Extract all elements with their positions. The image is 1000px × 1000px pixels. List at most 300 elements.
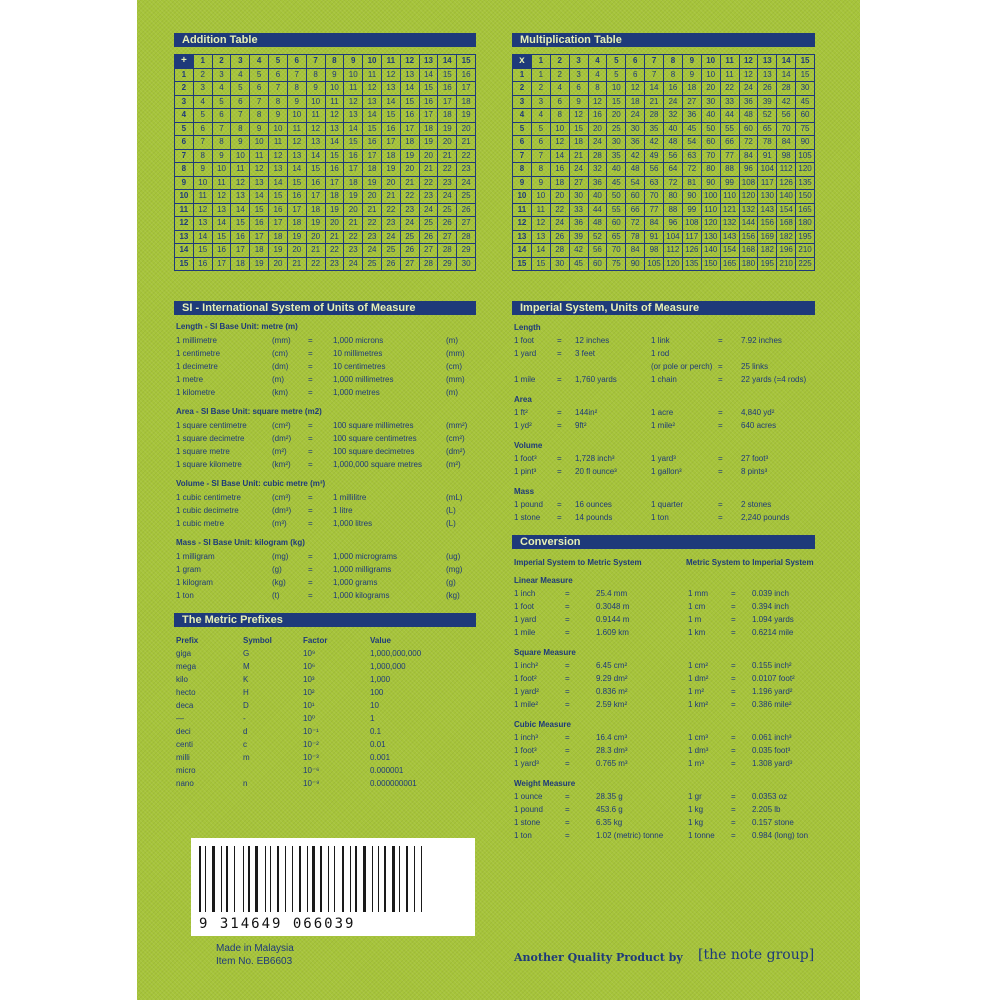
grid-cell: 17 [438, 95, 457, 109]
column-header: 2 [212, 55, 231, 69]
grid-cell: 135 [682, 257, 701, 271]
grid-cell: 14 [645, 82, 664, 96]
imperial-cell: 22 yards (=4 rods) [741, 375, 807, 384]
conversion-cell: 1 dm² [688, 674, 709, 683]
grid-cell: 11 [287, 122, 306, 136]
column-header: 4 [250, 55, 269, 69]
si-cell: (L) [446, 519, 456, 528]
grid-cell: 10 [344, 68, 363, 82]
grid-cell: 126 [777, 176, 796, 190]
grid-cell: 17 [250, 230, 269, 244]
grid-cell: 64 [664, 163, 683, 177]
column-header: 3 [231, 55, 250, 69]
grid-cell: 17 [306, 190, 325, 204]
grid-cell: 19 [250, 257, 269, 271]
conversion-cell: 453.6 g [596, 805, 623, 814]
si-cell: 1 millilitre [333, 493, 367, 502]
imperial-cell: 1 gallon³ [651, 467, 682, 476]
grid-cell: 105 [645, 257, 664, 271]
grid-cell: 19 [363, 176, 382, 190]
imperial-cell: = [557, 454, 562, 463]
grid-cell: 154 [720, 244, 739, 258]
conversion-cell: 1 stone [514, 818, 541, 827]
imperial-cell: = [718, 513, 723, 522]
si-cell: (cm²) [446, 434, 465, 443]
grid-cell: 24 [739, 82, 758, 96]
si-cell: = [308, 493, 313, 502]
conversion-cell: 1 dm³ [688, 746, 709, 755]
grid-cell: 23 [381, 217, 400, 231]
row-header: 7 [175, 149, 194, 163]
grid-cell: 21 [363, 203, 382, 217]
grid-cell: 63 [645, 176, 664, 190]
imperial-cell: = [557, 349, 562, 358]
conversion-cell: = [731, 589, 736, 598]
grid-row [175, 82, 476, 96]
si-cell: 1 litre [333, 506, 353, 515]
grid-cell: 13 [269, 163, 288, 177]
grid-cell: 20 [419, 149, 438, 163]
grid-cell: 8 [250, 109, 269, 123]
row-header: 11 [513, 203, 532, 217]
prefix-cell: deci [176, 727, 191, 736]
grid-cell: 20 [457, 122, 476, 136]
imperial-cell: 4,840 yd² [741, 408, 775, 417]
grid-cell: 30 [796, 82, 815, 96]
column-header: 12 [400, 55, 419, 69]
si-cell: 1,000 micrograms [333, 552, 398, 561]
grid-cell: 60 [588, 257, 607, 271]
grid-cell: 56 [664, 149, 683, 163]
grid-cell: 14 [193, 230, 212, 244]
grid-cell: 22 [438, 163, 457, 177]
grid-cell: 6 [550, 95, 569, 109]
grid-cell: 50 [607, 190, 626, 204]
grid-cell: 13 [381, 82, 400, 96]
conversion-section-heading: Weight Measure [514, 779, 576, 788]
grid-cell: 120 [796, 163, 815, 177]
column-header: 11 [381, 55, 400, 69]
si-cell: (cm³) [272, 493, 291, 502]
grid-cell: 11 [325, 95, 344, 109]
prefix-cell: K [243, 675, 249, 684]
grid-cell: 36 [739, 95, 758, 109]
grid-cell: 40 [664, 122, 683, 136]
conversion-cell: 1 cm² [688, 661, 708, 670]
grid-cell: 14 [250, 190, 269, 204]
grid-row [513, 95, 815, 109]
column-header: 10 [363, 55, 382, 69]
grid-cell: 24 [626, 109, 645, 123]
column-header: 1 [531, 55, 550, 69]
grid-cell: 195 [796, 230, 815, 244]
grid-cell: 105 [796, 149, 815, 163]
column-header: 15 [457, 55, 476, 69]
row-header: 2 [175, 82, 194, 96]
grid-cell: 130 [758, 190, 777, 204]
conversion-cell: 0.0107 foot² [752, 674, 795, 683]
grid-cell: 42 [777, 95, 796, 109]
si-cell: (dm) [272, 362, 289, 371]
grid-cell: 26 [400, 244, 419, 258]
conversion-cell: 1 ounce [514, 792, 543, 801]
grid-cell: 44 [588, 203, 607, 217]
grid-cell: 15 [325, 149, 344, 163]
row-header: 2 [513, 82, 532, 96]
grid-row [175, 122, 476, 136]
prefix-cell: nano [176, 779, 194, 788]
si-cell: 1 millimetre [176, 336, 217, 345]
grid-cell: 56 [588, 244, 607, 258]
si-cell: = [308, 336, 313, 345]
column-header: 13 [419, 55, 438, 69]
addition-table-title: Addition Table [174, 33, 476, 47]
grid-cell: 16 [287, 190, 306, 204]
addition-table [174, 54, 476, 271]
conversion-cell: 1 inch² [514, 661, 539, 670]
imperial-cell: 27 foot³ [741, 454, 769, 463]
si-cell: (m) [272, 375, 284, 384]
grid-cell: 112 [664, 244, 683, 258]
grid-cell: 14 [287, 163, 306, 177]
conversion-cell: 1 yard [514, 615, 537, 624]
grid-cell: 12 [739, 68, 758, 82]
grid-cell: 12 [569, 109, 588, 123]
conversion-cell: 16.4 cm³ [596, 733, 628, 742]
row-header: 7 [513, 149, 532, 163]
row-header: 9 [513, 176, 532, 190]
grid-cell: 15 [231, 217, 250, 231]
grid-cell: 23 [438, 176, 457, 190]
grid-cell: 21 [381, 190, 400, 204]
grid-cell: 12 [325, 109, 344, 123]
si-section-heading: Mass - SI Base Unit: kilogram (kg) [176, 538, 305, 547]
grid-cell: 30 [607, 136, 626, 150]
grid-cell: 12 [550, 136, 569, 150]
grid-cell: 12 [287, 136, 306, 150]
grid-cell: 27 [682, 95, 701, 109]
grid-cell: 2 [193, 68, 212, 82]
prefix-cell: 10⁰ [303, 714, 316, 723]
si-cell: (cm) [272, 349, 288, 358]
imperial-cell: 9ft² [575, 421, 587, 430]
row-header: 12 [513, 217, 532, 231]
grid-cell: 168 [777, 217, 796, 231]
grid-cell: 5 [212, 95, 231, 109]
prefix-cell: mega [176, 662, 197, 671]
grid-cell: 135 [796, 176, 815, 190]
si-cell: (dm²) [272, 434, 292, 443]
conversion-cell: 1 m³ [688, 759, 704, 768]
imperial-cell: 16 ounces [575, 500, 612, 509]
grid-cell: 7 [269, 82, 288, 96]
grid-cell: 36 [626, 136, 645, 150]
imperial-cell: = [557, 467, 562, 476]
grid-cell: 96 [664, 217, 683, 231]
prefix-cell: 0.1 [370, 727, 382, 736]
conversion-cell: = [565, 733, 570, 742]
grid-cell: 7 [193, 136, 212, 150]
prefix-header: Value [370, 636, 391, 645]
imperial-cell: 7.92 inches [741, 336, 782, 345]
prefix-cell: — [176, 714, 184, 723]
grid-row [175, 257, 476, 271]
imperial-section-heading: Area [514, 395, 532, 404]
prefix-cell: 1 [370, 714, 375, 723]
grid-cell: 6 [250, 82, 269, 96]
grid-cell: 23 [344, 244, 363, 258]
grid-cell: 8 [306, 68, 325, 82]
grid-cell: 16 [344, 149, 363, 163]
grid-cell: 182 [777, 230, 796, 244]
conversion-cell: 0.157 stone [752, 818, 794, 827]
grid-cell: 22 [306, 257, 325, 271]
grid-cell: 8 [269, 95, 288, 109]
barcode-icon [199, 846, 467, 912]
grid-row [513, 176, 815, 190]
grid-cell: 10 [193, 176, 212, 190]
grid-cell: 110 [701, 203, 720, 217]
grid-cell: 9 [569, 95, 588, 109]
grid-cell: 15 [400, 95, 419, 109]
column-header: 5 [269, 55, 288, 69]
grid-cell: 45 [796, 95, 815, 109]
grid-row [175, 68, 476, 82]
si-cell: = [308, 447, 313, 456]
conversion-cell: 0.765 m³ [596, 759, 628, 768]
column-header: 14 [438, 55, 457, 69]
grid-cell: 16 [212, 244, 231, 258]
grid-cell: 28 [457, 230, 476, 244]
conversion-cell: = [731, 628, 736, 637]
row-header: 6 [175, 136, 194, 150]
si-cell: 1,000 kilograms [333, 591, 390, 600]
conversion-cell: 0.039 inch [752, 589, 789, 598]
grid-cell: 8 [664, 68, 683, 82]
grid-row [513, 109, 815, 123]
grid-cell: 10 [306, 95, 325, 109]
grid-cell: 30 [457, 257, 476, 271]
grid-cell: 14 [777, 68, 796, 82]
imperial-cell: 25 links [741, 362, 769, 371]
conversion-cell: 0.984 (long) ton [752, 831, 809, 840]
grid-cell: 15 [193, 244, 212, 258]
conversion-cell: 2.59 km² [596, 700, 628, 709]
item-number: Item No. EB6603 [216, 956, 293, 967]
prefix-cell: 10⁻¹ [303, 727, 319, 736]
multiplication-table [512, 54, 815, 271]
grid-cell: 3 [569, 68, 588, 82]
si-cell: = [308, 591, 313, 600]
imperial-title: Imperial System, Units of Measure [512, 301, 815, 315]
grid-cell: 17 [344, 163, 363, 177]
grid-cell: 20 [381, 176, 400, 190]
grid-cell: 84 [739, 149, 758, 163]
grid-cell: 17 [212, 257, 231, 271]
grid-cell: 132 [739, 203, 758, 217]
grid-cell: 52 [758, 109, 777, 123]
grid-cell: 15 [287, 176, 306, 190]
grid-cell: 33 [569, 203, 588, 217]
column-header: 6 [626, 55, 645, 69]
grid-cell: 15 [607, 95, 626, 109]
conversion-cell: 1 foot³ [514, 746, 537, 755]
conversion-cell: 0.3048 m [596, 602, 630, 611]
grid-cell: 21 [287, 257, 306, 271]
grid-cell: 19 [287, 230, 306, 244]
grid-row [513, 190, 815, 204]
grid-cell: 21 [569, 149, 588, 163]
column-header: 9 [344, 55, 363, 69]
si-cell: (dm²) [446, 447, 466, 456]
si-cell: 1,000,000 square metres [333, 460, 422, 469]
grid-cell: 84 [777, 136, 796, 150]
imperial-cell: 640 acres [741, 421, 777, 430]
grid-row [513, 149, 815, 163]
grid-cell: 156 [739, 230, 758, 244]
imperial-cell: 1 acre [651, 408, 674, 417]
grid-cell: 110 [720, 190, 739, 204]
si-cell: (kg) [446, 591, 460, 600]
grid-cell: 19 [381, 163, 400, 177]
conversion-cell: = [731, 733, 736, 742]
grid-cell: 72 [664, 176, 683, 190]
grid-cell: 30 [569, 190, 588, 204]
grid-cell: 18 [287, 217, 306, 231]
grid-cell: 22 [720, 82, 739, 96]
prefix-cell: 0.001 [370, 753, 391, 762]
grid-cell: 165 [796, 203, 815, 217]
grid-cell: 18 [682, 82, 701, 96]
grid-cell: 11 [363, 68, 382, 82]
grid-cell: 20 [588, 122, 607, 136]
imperial-cell: 1 link [651, 336, 670, 345]
grid-cell: 16 [588, 109, 607, 123]
grid-cell: 12 [588, 95, 607, 109]
si-cell: 10 millimetres [333, 349, 383, 358]
row-header: 8 [513, 163, 532, 177]
conversion-cell: 0.9144 m [596, 615, 630, 624]
grid-cell: 21 [438, 149, 457, 163]
column-header: 3 [569, 55, 588, 69]
grid-cell: 3 [531, 95, 550, 109]
grid-cell: 24 [344, 257, 363, 271]
grid-cell: 143 [758, 203, 777, 217]
grid-cell: 30 [626, 122, 645, 136]
grid-cell: 126 [682, 244, 701, 258]
si-cell: (mm) [272, 336, 291, 345]
prefix-cell: 10⁻⁹ [303, 779, 320, 788]
si-title: SI - International System of Units of Measure [174, 301, 476, 315]
conversion-cell: 1 gr [688, 792, 702, 801]
row-header: 1 [513, 68, 532, 82]
si-cell: (cm²) [272, 421, 291, 430]
grid-cell: 77 [720, 149, 739, 163]
grid-cell: 99 [720, 176, 739, 190]
grid-cell: 8 [550, 109, 569, 123]
imperial-cell: = [718, 467, 723, 476]
grid-cell: 32 [664, 109, 683, 123]
grid-cell: 24 [588, 136, 607, 150]
grid-cell: 11 [231, 163, 250, 177]
grid-cell: 12 [193, 203, 212, 217]
conversion-cell: 1.609 km [596, 628, 629, 637]
si-cell: (m³) [272, 519, 287, 528]
si-cell: 100 square millimetres [333, 421, 414, 430]
grid-cell: 14 [231, 203, 250, 217]
column-header: 5 [607, 55, 626, 69]
row-header: 6 [513, 136, 532, 150]
grid-cell: 60 [607, 217, 626, 231]
grid-cell: 24 [664, 95, 683, 109]
grid-cell: 77 [645, 203, 664, 217]
grid-cell: 22 [363, 217, 382, 231]
conversion-cell: 1 foot [514, 602, 535, 611]
conversion-cell: = [565, 589, 570, 598]
conversion-cell: 0.061 inch³ [752, 733, 792, 742]
grid-cell: 165 [720, 257, 739, 271]
grid-cell: 3 [212, 68, 231, 82]
row-header: 12 [175, 217, 194, 231]
grid-cell: 45 [682, 122, 701, 136]
grid-cell: 22 [419, 176, 438, 190]
grid-cell: 48 [664, 136, 683, 150]
grid-cell: 10 [269, 122, 288, 136]
grid-cell: 18 [381, 149, 400, 163]
grid-cell: 99 [682, 203, 701, 217]
grid-row [513, 136, 815, 150]
grid-cell: 4 [531, 109, 550, 123]
grid-row [175, 109, 476, 123]
grid-cell: 42 [626, 149, 645, 163]
grid-cell: 18 [344, 176, 363, 190]
grid-cell: 16 [231, 230, 250, 244]
grid-cell: 90 [796, 136, 815, 150]
grid-cell: 54 [626, 176, 645, 190]
imperial-cell: = [557, 336, 562, 345]
si-cell: 1 square decimetre [176, 434, 245, 443]
grid-cell: 15 [306, 163, 325, 177]
grid-cell: 45 [569, 257, 588, 271]
grid-cell: 23 [419, 190, 438, 204]
grid-cell: 117 [682, 230, 701, 244]
conversion-cell: 1 inch [514, 589, 536, 598]
column-header: 7 [645, 55, 664, 69]
grid-cell: 78 [758, 136, 777, 150]
column-header: 8 [664, 55, 683, 69]
conversion-section-heading: Square Measure [514, 648, 576, 657]
imperial-cell: 1 pound [514, 500, 543, 509]
grid-cell: 9 [531, 176, 550, 190]
grid-cell: 28 [550, 244, 569, 258]
si-cell: = [308, 506, 313, 515]
grid-cell: 48 [588, 217, 607, 231]
grid-cell: 25 [400, 230, 419, 244]
conversion-cell: = [565, 687, 570, 696]
grid-cell: 11 [193, 190, 212, 204]
grid-cell: 9 [193, 163, 212, 177]
conversion-cell: = [731, 700, 736, 709]
conversion-cell: 28.3 dm³ [596, 746, 628, 755]
prefix-cell: D [243, 701, 249, 710]
grid-cell: 28 [588, 149, 607, 163]
conversion-cell: 6.45 cm² [596, 661, 628, 670]
imperial-cell: = [718, 500, 723, 509]
grid-row [513, 230, 815, 244]
si-cell: = [308, 349, 313, 358]
si-cell: 1 gram [176, 565, 201, 574]
grid-cell: 19 [344, 190, 363, 204]
